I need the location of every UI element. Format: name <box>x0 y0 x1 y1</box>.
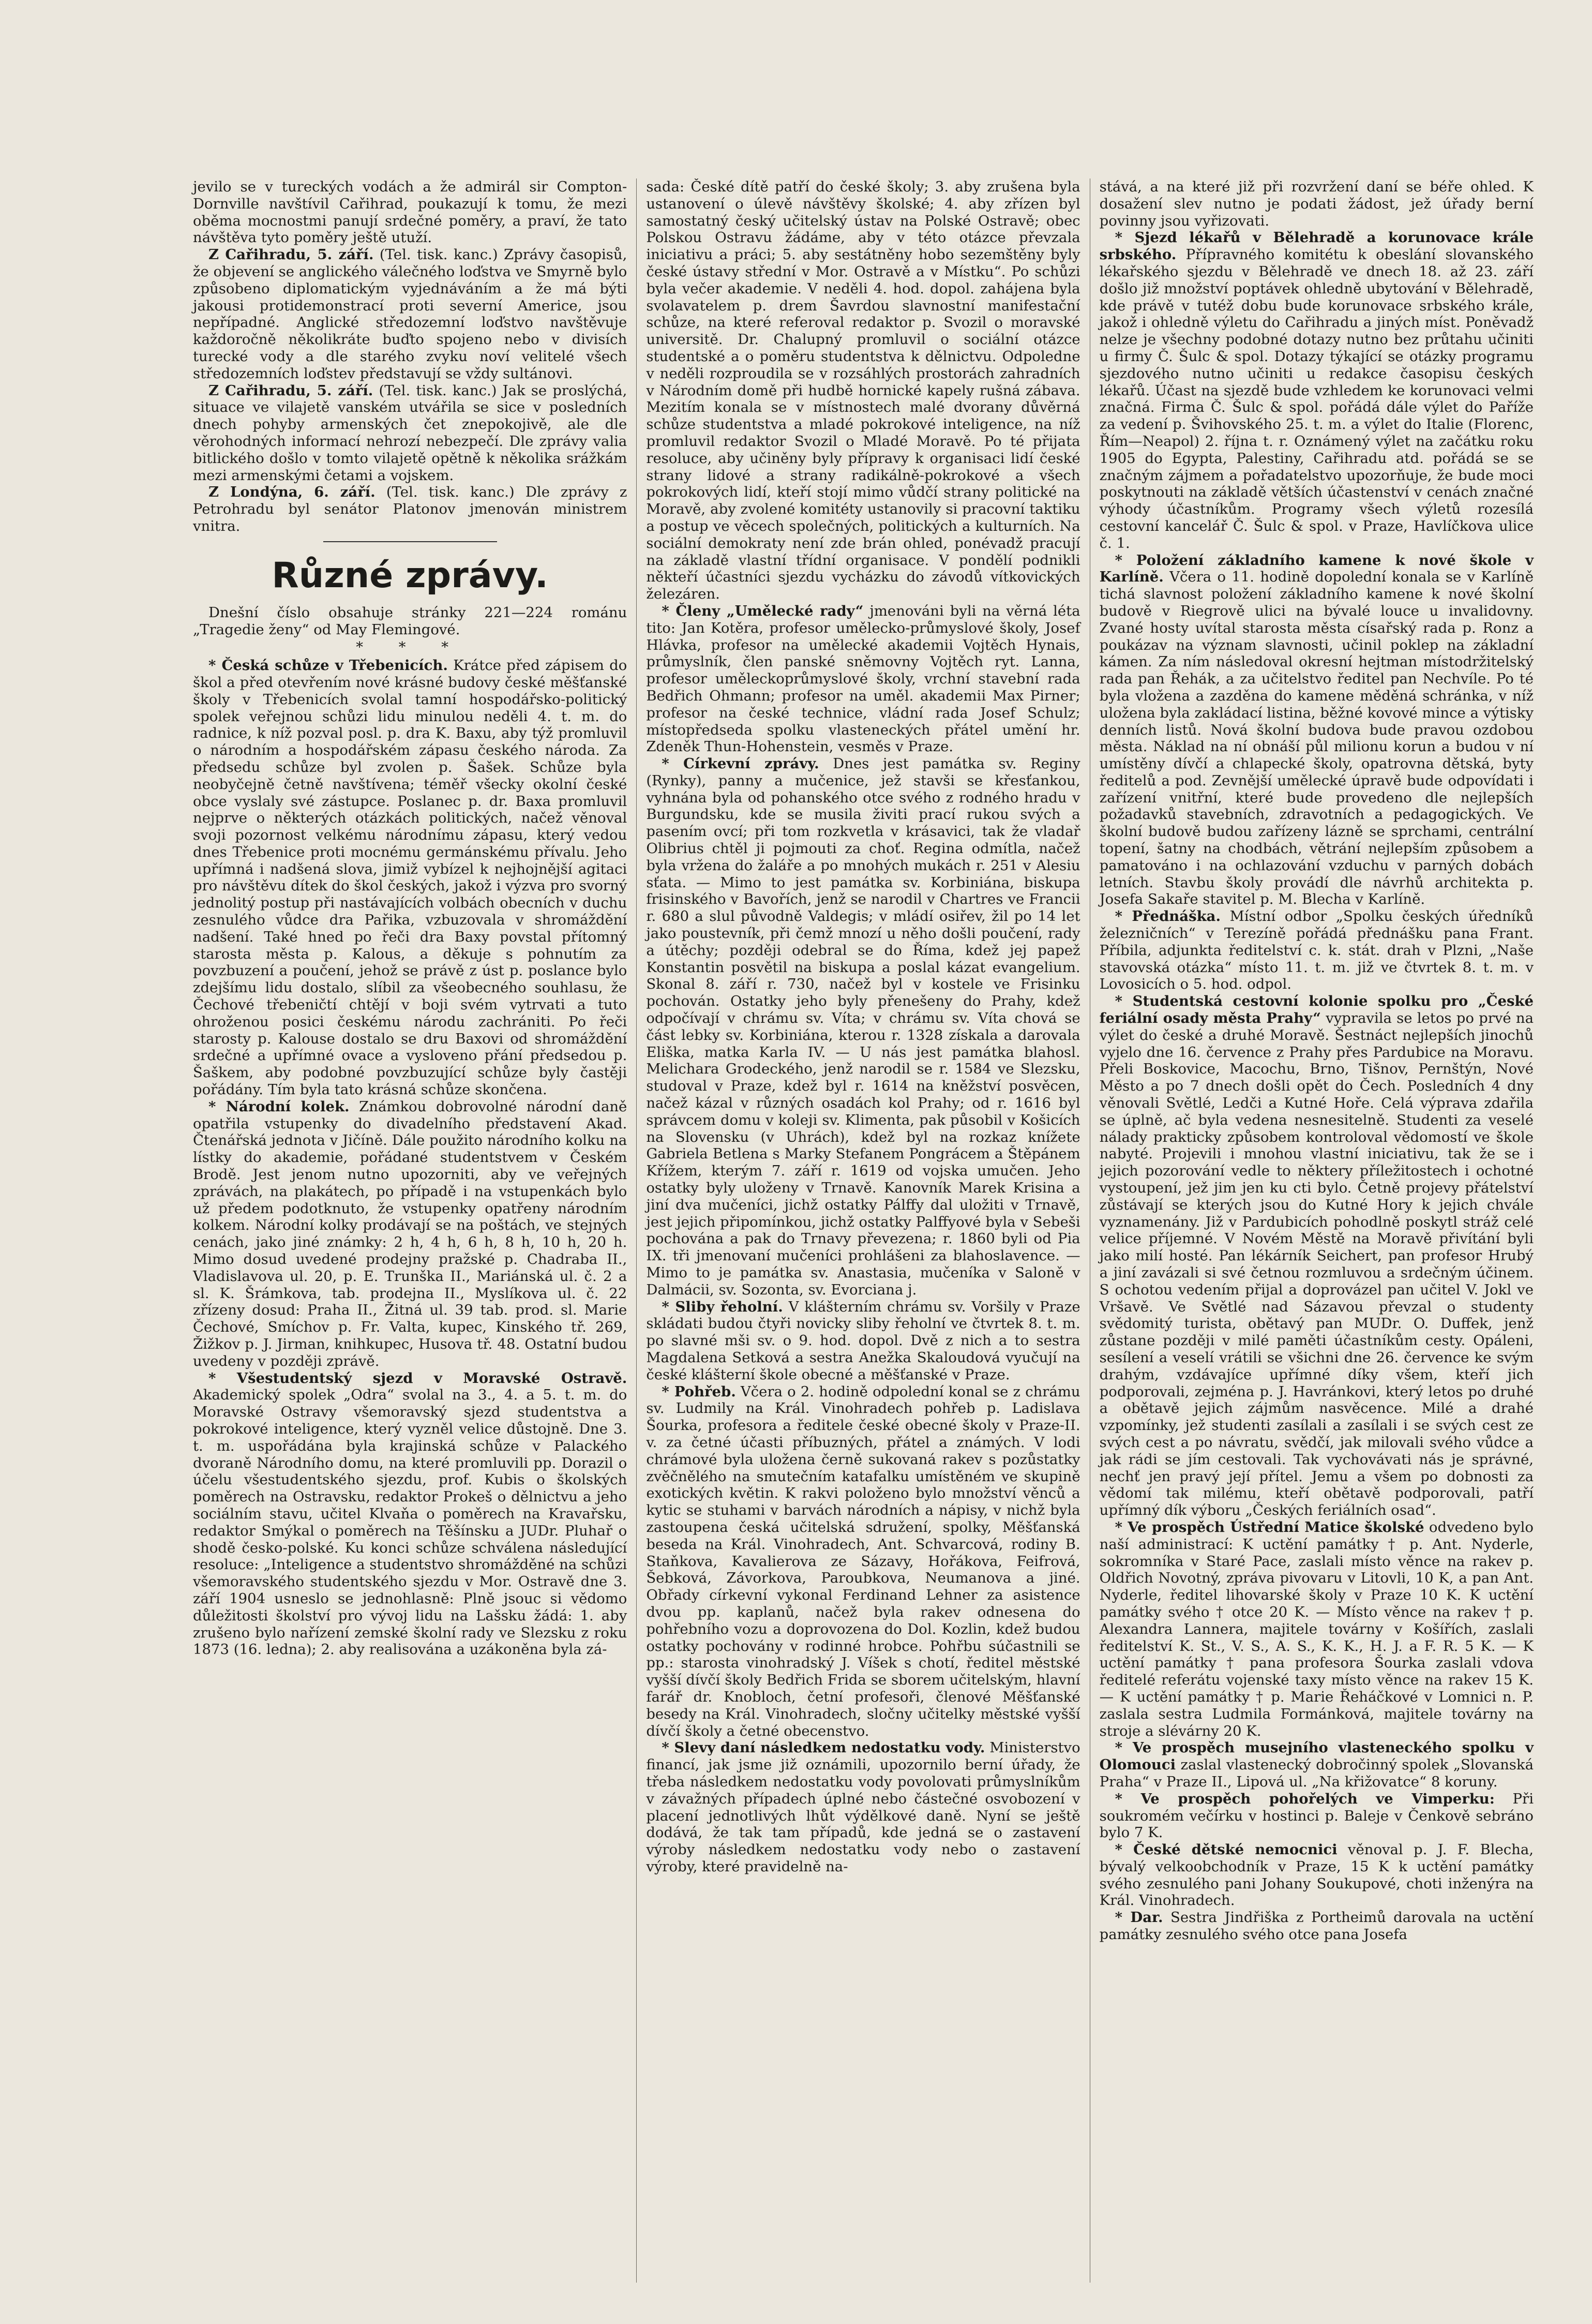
column-right <box>1090 178 1543 2283</box>
asterism: * * * <box>356 639 464 656</box>
article-paragraph <box>1100 1519 1534 1739</box>
article-lead: * Česká schůze v Třebenicích. <box>208 657 448 674</box>
article-text: Včera o 2. hodině odpolední konal se z chrámu sv. Ludmily na Král. Vinohradech pohřeb p. Ladislava Šourka, profesora a ředitele české obecné školy v Praze-II. v. za četné účasti příbuzných, přátel a známých. V lodi chrámové byla uložena černě sukovaná rakev s pozůstatky zvěčnělého na smutečním katafalku umístěném ve skupině exotických květin. K rakvi položeno bylo množství věnců a kytic se stuhami v barvách národních a nápisy, v nichž byla zastoupena česká učitelská sdružení, spolky, Měšťanská beseda na Král. Vinohradech, Ant. Schvarcová, rodiny B. Staňkova, Kavalierova ze Sázavy, Hořákova, Feifrová, Šebková, Závorkova, Paroubkova, Neumanova a jiné. Obřady církevní vykonal Ferdinand Lehner za asistence dvou pp. kaplanů, načež byla rakev odnesena do pohřebního vozu a doprovozena do Dol. Kozlin, kdež budou ostatky pochovány v rodinné hrobce. Pohřbu súčastnili se pp.: starosta vinohradský J. Víšek s chotí, ředitel městské vyšší dívčí školy Bedřich Frida se sborem učitelským, hlavní farář dr. Knobloch, četní profesoři, členové Měšťanské besedy na Král. Vinohradech, sločny učitelky městské vyšší dívčí školy a četné obecenstvo. <box>646 1383 1080 1739</box>
article-paragraph <box>193 1098 627 1370</box>
article-text: Včera o 11. hodině dopolední konala se v Karlíně tichá slavnost položení základního kamene k nové školní budově v Riegrově ulici na bývalé louce u invalidovny. Zvané hosty uvítal starosta města císařský rada p. Ronz a poukázav na význam slavnosti, učinil poklep na základní kámen. Za ním následoval okresní hejtman místodržitelský rada pan Řehák, a za učitelstvo ředitel pan Nechvíle. Po té byla vložena a zazděna do kamene měděná schránka, v níž uložena byla zakládací listina, běžné kovové mince a výtisky denních listů. Nová školní budova bude pravou ozdobou města. Náklad na ní obnáší půl milionu korun a budou v ní umístěny dívčí a chlapecké školy, opatrovna dětská, byty ředitelů a pod. Zevnější umělecké úpravě bude odpovídati i zařízení vnitřní, které bude provedeno dle nejlepších požadavků stavebních, zdravotních a pedagogických. Ve školní budově budou zařízeny lázně se sprchami, centrální topení, šatny na chodbách, větrání nejlepším způsobem a pamatováno i na ochlazování vzduchu v parných dobách letních. Stavbu školy provádí dle návrhů architekta p. Josefa Sakaře stavitel p. M. Blecha v Karlíně. <box>1099 569 1534 908</box>
article-paragraph <box>193 1370 627 1659</box>
article-text: jmenováni byli na věrná léta tito: Jan Kotěra, profesor umělecko-průmyslové školy, Josef Hlávka, profesor na umělecké akademii Vojtěch Hynais, průmyslník, člen panské sněmovny Vojtěch ryt. Lanna, profesor uměleckoprůmyslové školy, vrchní stavební rada Bedřich Ohmann; profesor na uměl. akademii Max Pirner; profesor na české technice, vládní rada Josef Schulz; místopředseda spolku vlasteneckých přátel umění hr. Zdeněk Thun-Hohenstein, vesměs v Praze. <box>646 602 1080 755</box>
article-text: věnoval p. J. F. Blecha, bývalý velkoobchodník v Praze, 15 K k uctění památky svého zesnulého pani Johany Soukupové, choti inženýra na Král. Vinohradech. <box>1099 1841 1534 1909</box>
article-lead: Z Londýna, 6. září. <box>208 484 376 501</box>
article-lead: * Členy „Umělecké rady“ <box>662 602 864 619</box>
article-paragraph: sada: České dítě patří do české školy; 3. aby zrušena byla ustanovení o úlevě návštěvy školské; 4. aby zřízen byl samostatný český učitelský ústav na Polské Ostravě; obec Polskou Ostravu žádáme, aby v této otázce převzala iniciativu a práci; 5. aby sestátněny hobo sezemštěny byly české ústavy střední v Mor. Ostravě a v Místku“. Po schůzi byla večer akademie. V neděli 4. hod. dopol. zahájena byla svolavatelem p. drem Šavrdou slavnostní manifestační schůze, na které referoval redaktor p. Svozil o moravské universitě. Dr. Chalupný promluvil o sociální otázce studentské a o poměru studentstva k dělnictvu. Odpoledne v neděli rozproudila se v rozsáhlých prostorách zahradních v Národním domě při hudbě hornické kapely rušná zábava. Mezitím konala se v místnostech malé dvorany důvěrná schůze studentstva a mladé pokrokové inteligence, na níž promluvil redaktor Svozil o Mladé Moravě. Po té přijata resoluce, aby učiněny byly přípravy k organisaci lidí české strany lidové a strany radikálně-pokrokové a všech pokrokových lidí, kteří stojí mimo vůdčí strany politické na Moravě, aby zvolené komitéty ustanovily si pracovní taktiku a postup ve věcech společných, politických a kulturních. Na sociální demokraty není zde brán ohled, ponévadž pracují na základě vlastní třídní organisace. V pondělí podnikli někteří účastníci sjezdu vycházku do závodů vítkovických železáren. <box>646 178 1080 603</box>
article-text: zaslal vlastenecký dobročinný spolek „Slovanská Praha“ v Praze II., Lipová ul. „Na křižovatce“ 8 koruny. <box>1099 1756 1534 1790</box>
article-paragraph <box>646 1739 1080 1875</box>
article-lead: Z Cařihradu, 5. září. <box>208 382 373 399</box>
article-paragraph <box>646 1383 1080 1740</box>
article-paragraph <box>1100 1909 1534 1943</box>
article-text: (Tel. tisk. kanc.) Jak se proslýchá, situace ve vilajetě vanském utvářila se sice v posledních dnech pohyby armenských čet znepokojivě, ale dle věrohodných informací nehrozí nebezpečí. Dle zprávy valia bitlického došlo v tomto vilajetě opětně k několika srážkám mezi armenskými četami a vojskem. <box>193 382 627 484</box>
article-text: Sestra Jindřiška z Portheimů darovala na uctění památky zesnulého svého otce pana Josefa <box>1099 1909 1534 1943</box>
article-paragraph <box>193 484 627 534</box>
article-lead: * Sjezd lékařů v Bělehradě a korunovace krále srbského. <box>1099 229 1534 263</box>
article-lead: * Položení základního kamene k nové škole v Karlíně. <box>1099 552 1534 586</box>
text-columns <box>184 178 1543 2283</box>
article-text: Dnes jest památka sv. Reginy (Rynky), panny a mučenice, jež stavši se křesťankou, vyhnána byla od pohanského otce svého z rodného hradu v Burgundsku, kde se musila živiti prací rukou svých a pasením ovcí; při tom rozkvetla v krásavici, tak že vladař Olibrius chtěl ji pojmouti za choť. Regina odmítla, načež byla vržena do žaláře a po mnohých mukách r. 251 v Alesiu sťata. — Mimo to jest památka sv. Korbiniána, biskupa frisinského v Bavořích, jenž se narodil v Chartres ve Francii r. 680 a slul původně Valdegis; v mládí osiřev, žil po 14 let jako poustevník, při čemž mnozí u něho došli poučení, rady a útěchy; později odebral se do Říma, kdež jej papež Konstantin posvětil na biskupa a poslal kázat evangelium. Skonal 8. září r. 730, načež byl v kostele ve Frisinku pochován. Ostatky jeho byly přenešeny do Prahy, kdež odpočívají v chrámu sv. Víta; v chrámu sv. Víta chová se část lebky sv. Korbiniána, kterou r. 1328 získala a darovala Eliška, matka Karla IV. — U nás jest památka blahosl. Melichara Grodeckého, jenž narodil se r. 1584 ve Slezsku, studoval v Praze, kdež byl r. 1614 na kněžství posvěcen, načež kázal v různých osadách kol Prahy; od r. 1616 byl správcem domu v koleji sv. Klimenta, pak působil v Košicích na Slovensku (v Uhrách), kdež byl na rozkaz knížete Gabriela Betlena s Marky Stefanem Pongrácem a Štěpánem Křížem, kterým 7. září r. 1619 od vojska umučen. Jeho ostatky byly uloženy v Trnavě. Kanovník Marek Krisina a jiní dva mučeníci, jichž ostatky Pálffy dal uložiti v Trnavě, jest jejich připomínkou, jichž ostatky Palffyové byla v Sebeši pochována a pak do Trnavy převezena; r. 1860 byli od Pia IX. tři jmenovaní mučeníci prohlášeni za blahoslavence. — Mimo to je památka sv. Anastasia, mučeníka v Saloně v Dalmácii, sv. Sozonta, sv. Evorciana j. <box>646 755 1080 1298</box>
article-lead: * Přednáška. <box>1115 908 1221 925</box>
article-text: Ministerstvo financí, jak jsme již oznámili, upozornilo berní úřady, že třeba následkem nedostatku vody povolovati průmyslníkům v závažných případech úplné nebo částečné osvobození v placení jednotlivých lhůt výdělkové daně. Nyní se ještě dodává, že tak tam případů, kde jedná se o zastavení výroby následkem nedostatku vody nebo o zastavení výroby, které pravidelně na- <box>646 1739 1080 1875</box>
article-lead: * Církevní zprávy. <box>662 755 819 772</box>
section-title: Různé zprávy. <box>272 555 548 596</box>
article-lead: * Slevy daní následkem nedostatku vody. <box>662 1739 985 1756</box>
article-lead: * Ve prospěch musejního vlasteneckého spolku v Olomouci <box>1099 1739 1534 1774</box>
article-text: Při soukromém večírku v hostinci p. Baleje v Čenkově sebráno bylo 7 K. <box>1099 1790 1534 1841</box>
article-paragraph <box>1100 229 1534 552</box>
article-lead: * České dětské nemocnici <box>1115 1841 1338 1858</box>
article-lead: * Všestudentský sjezd v Moravské Ostravě. <box>208 1369 627 1387</box>
article-text: (Tel. tisk. kanc.) Dle zprávy z Petrohradu byl senátor Platonov jmenován ministrem vnitra. <box>193 484 627 534</box>
article-paragraph <box>193 657 627 1098</box>
article-lead: Z Cařihradu, 5. září. <box>208 246 374 263</box>
article-text: Místní odbor „Spolku českých úředníků železničních“ v Terezíně pořádá přednášku pana Frant. Příbila, adjunkta ředitelství c. k. stát. drah v Plzni, „Naše stavovská otázka“ místo 11. t. m. již ve čtvrtek 8. t. m. v Lovosicích o 5. hod. odpol. <box>1099 908 1534 993</box>
article-text: Krátce před zápisem do škol a před otevřením nové krásné budovy české měšťanské školy v Třebenicích svolal tamní hospodářsko-politický spolek veřejnou schůzi lidu minulou neděli 4. t. m. do radnice, k níž pozval posl. p. dra K. Baxu, aby týž promluvil o národním a hospodářském zápasu českého národa. Za předsedu schůze byl zvolen p. Šašek. Schůze byla neobyčejně četně navštívena; téměř všecky okolní české obce vyslaly své zástupce. Poslanec p. dr. Baxa promluvil nejprve o některých otázkách politických, načež věnoval svoji pozornost velkému národnímu zápasu, který vedou dnes Třebenice proti mocnému germánskému přívalu. Jeho upřímná i nadšená slova, jimiž vybízel k nejhojnější agitaci pro návštěvu dítek do škol českých, jakož i výzva pro svorný jednolitý postup při nastávajících volbách obecních v duchu zesnulého vůdce dra Pařika, vzbuzovala v shromáždění nadšení. Také hned po řeči dra Baxy povstal přítomný starosta města p. Kalous, a děkuje s pohnutím za povzbuzení a poučení, jehož se právě z úst p. poslance bylo zdejšímu lidu dostalo, slíbil za všeobecného souhlasu, že Čechové třebeničtí chtějí v boji svém vytrvati a tuto ohroženou posici českému národu zachrániti. Po řeči starosty p. Kalouse dostalo se dru Baxovi od shromáždění srdečné a upřímné ovace a vysloveno přání předsedou p. Šaškem, aby podobné povzbuzující schůze byly častěji pořádány. Tím byla tato krásná schůze skončena. <box>193 657 627 1098</box>
notice-paragraph: Dnešní číslo obsahuje stránky 221—224 románu „Tragedie ženy“ od May Flemingové. <box>193 604 627 638</box>
column-middle <box>636 178 1089 2283</box>
article-text: Známkou dobrovolné národní daně opatřila vstupenky do divadelního představení Akad. Čtenářská jednota v Jičíně. Dále použito národního kolku na lístky do akademie, pořádané studentstvem v Českém Brodě. Jest jenom nutno upozorniti, aby ve veřejných zprávách, na plakátech, po případě i na vstupenkách bylo už předem podotknuto, že vstupenky opatřeny národním kolkem. Národní kolky prodávají se na poštách, ve stejných cenách, jako jiné známky: 2 h, 4 h, 6 h, 8 h, 10 h, 20 h. Mimo dosud uvedené prodejny pražské p. Chadraba II., Vladislavova ul. 20, p. E. Trunška II., Mariánská ul. č. 2 a sl. K. Šrámkova, tab. prodejna II., Myslíkova ul. č. 22 zřízeny dosud: Praha II., Žitná ul. 39 tab. prod. sl. Marie Čechové, Smíchov p. Fr. Valta, kupec, Kinského tř. 269, Žižkov p. J. Jirman, knihkupec, Husova tř. 48. Ostatní budou uvedeny v později zprávě. <box>193 1098 627 1369</box>
article-lead: * Sliby řeholní. <box>662 1298 783 1315</box>
article-lead: * Dar. <box>1115 1909 1163 1926</box>
article-text: (Tel. tisk. kanc.) Zprávy časopisů, že objevení se anglického válečného loďstva ve Smyrně bylo způsobeno diplomatickým vyjednáváním a že má býti jakousi protidemonstrací proti severní Americe, jsou nepřípadné. Anglické středozemní loďstvo navštěvuje každoročně několikráte buďto spojeno nebo v divisích turecké vody a dle starého zvyku noví velitelé všech středozemních loďstev představují se vždy sultánovi. <box>193 246 627 382</box>
article-text: Přípravného komitétu k obeslání slovanského lékařského sjezdu v Bělehradě ve dnech 18. až 23. září došlo již množství poptávek ohledně ubytování v Bělehradě, kde právě v tutéž dobu bude korunovace srbského krále, jakož i ohledně výletu do Cařihradu a jiných míst. Poněvadž nelze je všechny podobné dotazy nutno bez průtahu učiniti u firmy Č. Šulc & spol. Dotazy týkající se otázky programu sjezdového nutno učiniti u redakce časopisu českých lékařů. Účast na sjezdě bude vzhledem ke korunovaci velmi značná. Firma Č. Šulc & spol. pořádá dále výlet do Paříže za vedení p. Švihovského 25. t. m. a výlet do Italie (Florenc, Řím—Neapol) 2. října t. r. Oznámený výlet na začátku roku 1905 do Egypta, Palestiny, Cařihradu atd. pořádá se se značným zájmem a pořadatelstvo upozorňuje, že bude moci poskytnouti na základě větších účastenství v cenách značné výhody účastníkům. Programy všech výletů rozesílá cestovní kancelář Č. Šulc & spol. v Praze, Havlíčkova ulice č. 1. <box>1099 246 1534 552</box>
article-lead: * Studentská cestovní kolonie spolku pro „České feriální osady města Prahy“ <box>1099 993 1534 1027</box>
article-paragraph <box>1100 1791 1534 1841</box>
article-paragraph <box>1100 908 1534 993</box>
article-paragraph <box>646 603 1080 755</box>
article-lead: * Národní kolek. <box>208 1098 350 1115</box>
section-divider <box>323 541 497 542</box>
article-paragraph: stává, a na které již při rozvržení daní se béře ohled. K dosažení slev nutno je podati žádost, jež úřady berní povinny jsou vyřizovati. <box>1099 178 1534 229</box>
article-text: vypravila se letos po prvé na výlet do české a druhé Moravě. Šestnáct nejlepších jinochů vyjelo dne 16. července z Prahy přes Pardubice na Moravu. Přeli Boskovice, Macochu, Brno, Tišnov, Pernštýn, Nové Město a po 7 dnech došli opět do Čech. Posledních 4 dny věnovali Světlé, Ledči a Kutné Hoře. Celá výprava zdařila se úplně, ač byla vedena nesnesitelně. Studenti za veselé nálady prakticky způsobem kontroloval vědomostí ve škole nabyté. Projevili i mnohou vlastní iniciativu, tak že se i jejich pozorování vedle to některy příležitostech i ochotné vystoupení, jež jim jen ku cti bylo. Četně projevy přátelství zůstávají se kterých jsou do Kutné Hory k jejich chvále vyznamenány. Již v Pardubicích pohodlně poskytl stráž celé velice příjemné. V Novém Městě na Moravě přivítání byli jako milí hosté. Pan lékárník Seichert, pan profesor Hrubý a jiní zavázali si své četnou rozmluvou a srdečným účinem. S ochotou vedením přijal a doprovázel pan učitel V. Jokl ve Vršavě. Ve Světlé nad Sázavou převzal o studenty svědomitý turista, obětavý pan MUDr. O. Duffek, jenž zůstane později v milé paměti účastníkům cesty. Opáleni, sesílení a veselí vrátili se všichni dne 26. července ke svým drahým, vzdávajíce upřímné díky všem, kteří jich podporovali, zejména p. J. Havránkovi, který letos po druhé a obětavě jejich zájmům nasvěcence. Milé a drahé vzpomínky, jež studenti zasílali a zasílali i se svých cest ze svých cest a po návratu, svědčí, jak milovali svého vůdce a jak rádi se jím cestovali. Tak vychovávati nás je správné, nechť jen pravý její přítel. Jemu a všem po dobnosti za vědomí tak milému, kteří obětavě podporovali, patří upřímný dík výboru „Českých feriálních osad“. <box>1099 1010 1534 1519</box>
article-text: V klášterním chrámu sv. Voršily v Praze skládati budou čtyři novicky sliby řeholní ve čtvrtek 8. t. m. po slavné mši sv. o 9. hod. dopol. Dvě z nich a to sestra Magdalena Setková a sestra Anežka Skaloudová vyučují na české klášterní škole obecné a měšťanské v Praze. <box>646 1298 1080 1383</box>
article-paragraph <box>1100 993 1534 1519</box>
article-lead: * Ve prospěch pohořelých ve Vimperku: <box>1115 1790 1495 1807</box>
column-left <box>184 178 636 2283</box>
article-text: odvedeno bylo naší administrací: K uctění památky † p. Ant. Nyderle, sokromníka v Staré Pace, zaslali místo věnce na rakev p. Oldřich Novotný, zpráva pivovaru v Litovli, 10 K, a pan Ant. Nyderle, ředitel lihovarské školy v Praze 10 K. K uctění památky svého † otce 20 K. — Místo věnce na rakev † p. Alexandra Lannera, majitele továrny v Košířích, zaslali ředitelství K. St., V. S., A. S., K. K., H. J. a F. R. 5 K. — K uctění památky † pana profesora Šourka zaslali vdova ředitelé referátu vojenské taxy místo věnce na rakev 15 K. — K uctění památky † p. Marie Řeháčkové v Lomnici n. P. zaslala sestra Ludmila Formánková, majitele továrny na stroje a slévárny 20 K. <box>1099 1518 1534 1739</box>
article-lead: * Ve prospěch Ústřední Matice školské <box>1115 1518 1424 1536</box>
article-paragraph <box>646 1299 1080 1383</box>
article-paragraph <box>1100 1841 1534 1909</box>
article-paragraph <box>1100 552 1534 908</box>
article-paragraph <box>193 382 627 484</box>
article-paragraph <box>1100 1739 1534 1790</box>
article-paragraph <box>646 755 1080 1299</box>
article-paragraph: jevilo se v tureckých vodách a že admirál sir Compton-Dornville navštívil Cařihrad, poukazují k tomu, že mezi oběma mocnostmi panují srdečné poměry, a praví, že tato návštěva tyto poměry ještě utuží. <box>193 178 627 246</box>
article-lead: * Pohřeb. <box>662 1383 736 1400</box>
article-paragraph <box>193 246 627 382</box>
article-text: Akademický spolek „Odra“ svolal na 3., 4. a 5. t. m. do Moravské Ostravy všemoravský sjezd studentstva a pokrokové inteligence, který vyzněl velice důstojně. Dne 3. t. m. uspořádána byla krajinská schůze v Palackého dvoraně Národního domu, na které promluvili pp. Dorazil o účelu všestudentského sjezdu, prof. Kubis o školských poměrech na Ostravsku, redaktor Prokeš o dělnictvu a jeho sociálním stavu, učitel Klvaňa o poměrech na Kravařsku, redaktor Smýkal o poměrech na Těšínsku a JUDr. Pluhař o shodě česko-polské. Ku konci schůze schválena následující resoluce: „Inteligence a studentstvo shromážděné na schůzi všemoravského studentského sjezdu v Mor. Ostravě dne 3. září 1904 usneslo se jednohlasně: Plně jsouc si vědomo důležitosti školství pro vývoj lidu na Lašsku žádá: 1. aby zrušeno bylo nařízení zemské školní rady ve Slezsku z roku 1873 (16. ledna); 2. aby realisována a uzákoněna byla zá- <box>193 1387 627 1658</box>
